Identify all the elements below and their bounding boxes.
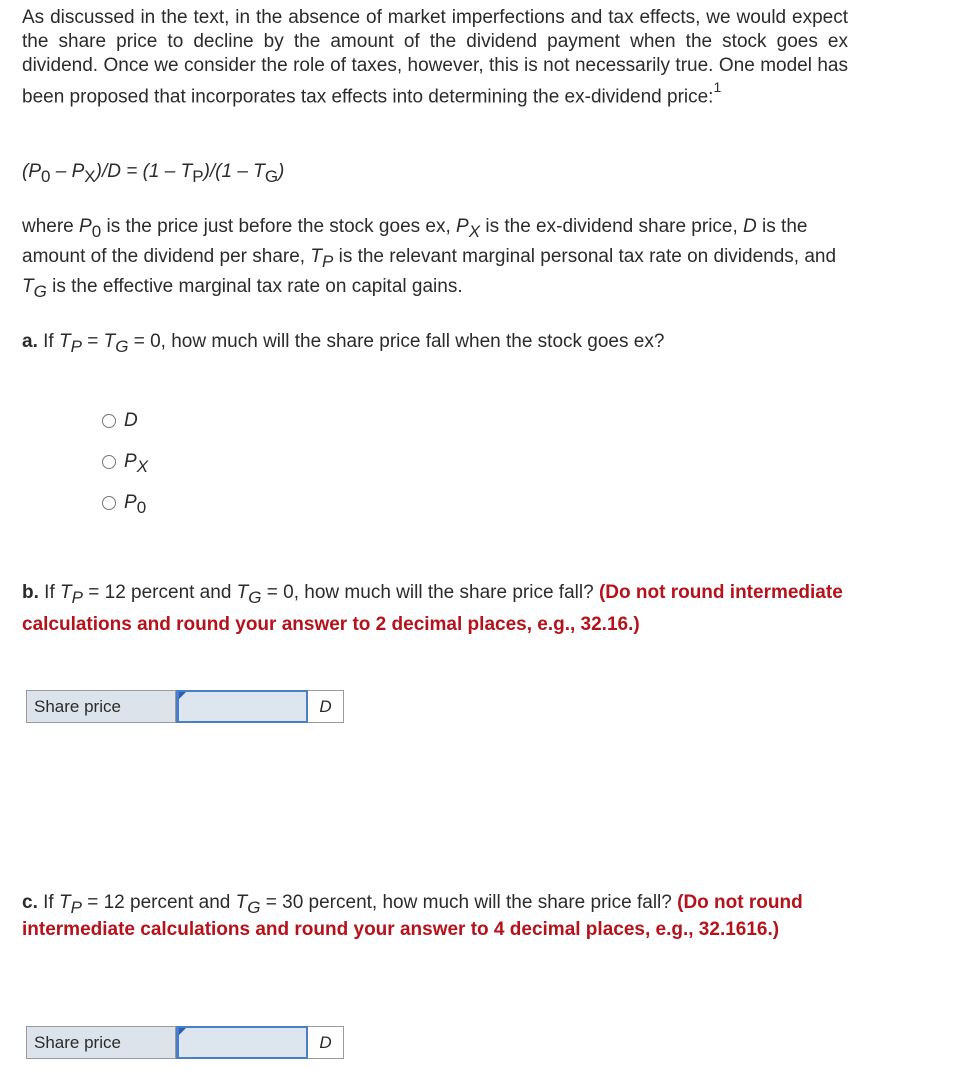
answer-unit: D <box>308 1026 344 1059</box>
radio-button[interactable] <box>102 496 116 510</box>
variable-definitions: where P0 is the price just before the stock goes ex, PX is the ex-dividend share price, D is the amount of the dividend per share, TP is the relevant marginal personal tax rate on dividends, and TG is the effective marginal tax rate on capital gains. <box>22 216 837 301</box>
ex-dividend-formula: (P0 – PX)/D = (1 – TP)/(1 – TG) <box>22 161 285 186</box>
share-price-input-c-wrapper[interactable] <box>176 1026 308 1059</box>
option-px[interactable]: P X <box>102 441 148 482</box>
rounding-hint: (Do not round intermediate calculations and round your answer to 4 decimal places, e.g., 32.1616.) <box>22 892 803 940</box>
footnote-marker: 1 <box>713 79 722 95</box>
share-price-input-b[interactable] <box>179 692 306 721</box>
share-price-input-b-wrapper[interactable] <box>176 690 308 723</box>
question-a-options <box>102 400 148 523</box>
intro-text: As discussed in the text, in the absence of market imperfections and tax effects, we would expect the share price to decline by the amount of the dividend payment when the stock goes ex dividend. Once we consider the role of taxes, however, this is not necessarily true. One model has been proposed that incorporates tax effects into determining the ex-dividend price: <box>22 7 848 108</box>
input-corner-marker <box>179 1028 186 1035</box>
answer-unit: D <box>308 690 344 723</box>
question-a: a. If TP = TG = 0, how much will the share price fall when the stock goes ex? <box>22 331 665 356</box>
answer-label: Share price <box>26 1026 176 1059</box>
intro-paragraph <box>22 6 848 109</box>
answer-label: Share price <box>26 690 176 723</box>
share-price-input-c[interactable] <box>179 1028 306 1057</box>
question-b: b. If TP = 12 percent and TG = 0, how much will the share price fall? (Do not round intermediate calculations and round your answer to 2 decimal places, e.g., 32.16.) <box>22 582 843 635</box>
question-c: c. If TP = 12 percent and TG = 30 percent, how much will the share price fall? (Do not round intermediate calculations and round your answer to 4 decimal places, e.g., 32.1616.) <box>22 892 803 940</box>
radio-button[interactable] <box>102 455 116 469</box>
option-p0[interactable]: P 0 <box>102 482 148 523</box>
rounding-hint: (Do not round intermediate calculations and round your answer to 2 decimal places, e.g., 32.16.) <box>22 582 843 635</box>
answer-row-c <box>26 1026 344 1059</box>
input-corner-marker <box>179 692 186 699</box>
answer-row-b <box>26 690 344 723</box>
option-d[interactable]: D <box>102 400 148 441</box>
radio-button[interactable] <box>102 414 116 428</box>
